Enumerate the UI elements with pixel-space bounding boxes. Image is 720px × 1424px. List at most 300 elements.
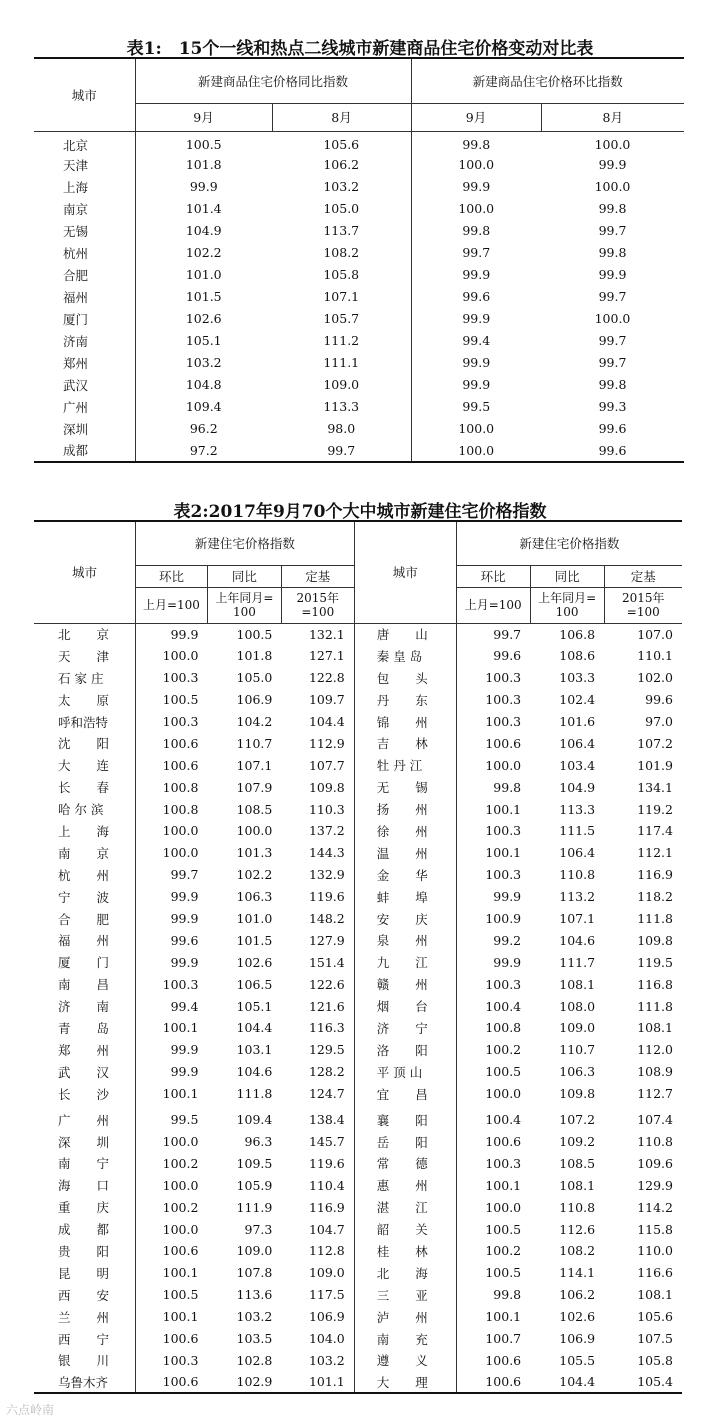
table2-value-cell: 105.0 [236,670,273,686]
table2-value-cell: 119.6 [281,886,354,908]
table2-city-cell: 兰州 [34,1306,136,1328]
table2-value-cell: 100.0 [162,845,199,861]
table2-value-cell: 102.4 [559,692,596,708]
table2-value-cell: 107.0 [637,626,673,642]
table2-city-cell: 桂林 [354,1240,456,1262]
table2-value-cell: 121.6 [281,995,354,1017]
table2-value-cell: 100.3 [485,867,522,883]
table1-value-cell: 99.6 [598,442,627,458]
table1-value-cell: 100.0 [458,201,495,216]
table1-value-cell: 99.8 [462,223,491,238]
table2-value-cell: 107.5 [637,1331,673,1347]
table1-value-cell: 111.2 [272,330,411,352]
table2-value-cell: 100.6 [162,735,199,751]
table2-value-cell: 106.8 [559,626,596,642]
table2-value-cell: 137.2 [281,820,354,842]
table2-base-header: 上年同月= 100 [207,587,281,623]
table1-row [34,176,684,198]
table2-value-cell: 112.7 [637,1086,673,1102]
table2-value-cell: 132.1 [281,623,354,645]
table2-value-cell: 109.8 [281,776,354,798]
table2-value-cell: 102.8 [236,1352,273,1368]
table1-value-cell: 99.7 [272,440,411,462]
table2-city-cell: 蚌埠 [354,886,456,908]
table1-city-cell: 合肥 [34,264,135,286]
table1-value-cell: 99.7 [598,223,627,238]
table2-value-cell: 104.0 [281,1328,354,1350]
table1-value-cell: 99.9 [189,179,218,194]
table2-city-cell: 大理 [354,1371,456,1393]
table2-value-cell: 112.0 [637,1042,673,1058]
table2-value-cell: 100.1 [162,1265,199,1281]
table2-row [34,645,682,667]
table1-value-cell: 99.3 [598,399,627,414]
table2-value-cell: 104.6 [236,1064,273,1080]
table2-value-cell: 124.7 [281,1083,354,1105]
table1-row [34,440,684,462]
table2-value-cell: 107.9 [236,779,273,795]
table2-base-header: 上年同月= 100 [530,587,604,623]
table2-city-cell: 厦门 [34,951,136,973]
table2-value-cell: 106.3 [236,889,273,905]
table2-value-cell: 110.8 [559,1199,596,1215]
table2-city-cell: 石家庄 [34,667,136,689]
table2-value-cell: 106.5 [236,976,273,992]
table2-value-cell: 100.2 [485,1042,522,1058]
table1-row [34,330,684,352]
table2-city-cell: 徐州 [354,820,456,842]
table2-index-header: 新建住宅价格指数 [456,521,682,565]
table2-value-cell: 116.3 [281,1017,354,1039]
table2-value-cell: 100.3 [485,823,522,839]
table1-value-cell: 100.0 [594,311,631,326]
table2-city-cell: 南昌 [34,973,136,995]
table2-city-header: 城市 [34,521,136,623]
table2-row [34,1284,682,1306]
table2-value-cell: 99.7 [170,867,199,883]
table1-value-cell: 100.0 [594,179,631,194]
table2-value-cell: 100.0 [485,1199,522,1215]
table2-value-cell: 100.5 [485,1064,522,1080]
table2-value-cell: 100.6 [485,1352,522,1368]
table2-value-cell: 100.4 [485,1112,522,1128]
table2-value-cell: 108.5 [236,801,273,817]
table2-value-cell: 108.9 [637,1064,673,1080]
table2-value-cell: 100.0 [485,1086,522,1102]
table2-row [34,820,682,842]
table2-value-cell: 100.0 [162,1134,199,1150]
table2-value-cell: 115.8 [637,1221,673,1237]
table2-value-cell: 100.2 [162,1199,199,1215]
table2-sub-header: 同比 [207,565,281,587]
table2-row [34,1218,682,1240]
table2-value-cell: 105.8 [637,1352,673,1368]
table2-row [34,1017,682,1039]
table2-value-cell: 100.0 [485,757,522,773]
table1-value-cell: 99.7 [598,289,627,304]
table2-value-cell: 100.1 [162,1020,199,1036]
table2-value-cell: 117.4 [637,823,673,839]
table2-city-cell: 北海 [354,1262,456,1284]
table1-value-cell: 99.9 [598,267,627,282]
table2-city-cell: 青岛 [34,1017,136,1039]
table2-value-cell: 104.9 [559,779,596,795]
table2-value-cell: 105.5 [559,1352,596,1368]
table2-value-cell: 108.1 [637,1287,673,1303]
table2-city-cell: 杭州 [34,864,136,886]
table2-row [34,1105,682,1131]
table2-value-cell: 100.1 [162,1086,199,1102]
table2-value-cell: 145.7 [281,1131,354,1153]
table2-value-cell: 104.7 [281,1218,354,1240]
table2-value-cell: 107.1 [559,911,596,927]
table2-row [34,1174,682,1196]
table2-value-cell: 100.6 [485,1374,522,1390]
table2-value-cell: 100.9 [485,911,522,927]
table1-row [34,352,684,374]
table1-row [34,374,684,396]
table2-city-cell: 赣州 [354,973,456,995]
table2-row [34,732,682,754]
table1-mom-header: 新建商品住宅价格环比指数 [411,58,684,103]
table2-value-cell: 138.4 [281,1105,354,1131]
table2-city-cell: 呼和浩特 [34,711,136,733]
table2-value-cell: 100.0 [162,823,199,839]
table1-city-cell: 广州 [34,396,135,418]
table2-sub-header: 同比 [530,565,604,587]
table2-city-cell: 哈尔滨 [34,798,136,820]
table2-value-cell: 109.0 [281,1262,354,1284]
table2-value-cell: 100.7 [485,1331,522,1347]
table1-value-cell: 111.1 [272,352,411,374]
table2-value-cell: 100.0 [162,1177,199,1193]
table1-value-cell: 99.4 [462,333,491,348]
table2-value-cell: 110.0 [637,1243,673,1259]
table2-value-cell: 101.1 [281,1371,354,1393]
table2-value-cell: 99.6 [170,932,199,948]
table2-value-cell: 128.2 [281,1061,354,1083]
table1-value-cell: 101.8 [185,157,222,172]
table2-value-cell: 110.4 [281,1174,354,1196]
table2-value-cell: 100.6 [162,1243,199,1259]
table2-city-cell: 南京 [34,842,136,864]
table2-title: 表2:2017年9月70个大中城市新建住宅价格指数 [173,502,547,522]
table2-value-cell: 100.6 [485,735,522,751]
table1-city-cell: 无锡 [34,220,135,242]
table2-row [34,864,682,886]
table2-row [34,711,682,733]
table2-value-cell: 106.3 [559,1064,596,1080]
table2-value-cell: 122.6 [281,973,354,995]
table2-value-cell: 96.3 [244,1134,273,1150]
table2-city-cell: 昆明 [34,1262,136,1284]
table2-value-cell: 112.6 [559,1221,596,1237]
table2-value-cell: 102.6 [236,954,273,970]
table2-value-cell: 100.1 [485,801,522,817]
table1-row [34,418,684,440]
table2-value-cell: 100.5 [236,626,273,642]
table2-city-cell: 惠州 [354,1174,456,1196]
table2-value-cell: 107.7 [281,754,354,776]
table2-sub-header: 环比 [136,565,208,587]
table2-city-cell: 福州 [34,929,136,951]
table2-row [34,1371,682,1393]
table2-value-cell: 99.9 [170,626,199,642]
table2-value-cell: 112.1 [637,845,673,861]
table1-city-cell: 南京 [34,198,135,220]
table1-row [34,242,684,264]
table2-value-cell: 107.4 [637,1112,673,1128]
table2-value-cell: 100.3 [485,976,522,992]
table1-value-cell: 98.0 [272,418,411,440]
table1-city-cell: 郑州 [34,352,135,374]
table2-value-cell: 129.5 [281,1039,354,1061]
table2-value-cell: 108.5 [559,1155,596,1171]
table2-city-cell: 沈阳 [34,732,136,754]
table1-row [34,264,684,286]
table2-city-cell: 合肥 [34,908,136,930]
table2-value-cell: 103.5 [236,1331,273,1347]
table1-value-cell: 99.9 [598,157,627,172]
table1-month-header: 8月 [272,103,411,131]
table1-value-cell: 99.8 [598,201,627,216]
table2-city-cell: 重庆 [34,1196,136,1218]
table2-city-cell: 锦州 [354,711,456,733]
table2-city-cell: 泸州 [354,1306,456,1328]
table2-city-cell: 乌鲁木齐 [34,1371,136,1393]
table1-yoy-header: 新建商品住宅价格同比指数 [135,58,411,103]
table2-value-cell: 100.8 [162,801,199,817]
table2-value-cell: 151.4 [281,951,354,973]
table2-value-cell: 108.1 [559,976,596,992]
table2-value-cell: 129.9 [637,1177,673,1193]
table1-city-cell: 杭州 [34,242,135,264]
table2-value-cell: 116.8 [637,976,673,992]
table2-value-cell: 103.1 [236,1042,273,1058]
watermark: 六点岭南 [6,1403,55,1417]
table1-value-cell: 96.2 [189,421,218,436]
table2-value-cell: 99.9 [170,911,199,927]
table2-value-cell: 111.9 [236,1199,273,1215]
table2-city-cell: 襄阳 [354,1105,456,1131]
table1-value-cell: 100.0 [458,157,495,172]
table2-value-cell: 109.2 [559,1134,596,1150]
table2-city-cell: 南宁 [34,1152,136,1174]
table2-row [34,1039,682,1061]
table2-value-cell: 99.9 [170,889,199,905]
table2-row [34,1061,682,1083]
table2-city-cell: 海口 [34,1174,136,1196]
table2-value-cell: 104.4 [236,1020,273,1036]
table2-city-cell: 岳阳 [354,1131,456,1153]
table2-city-cell: 西宁 [34,1328,136,1350]
table2-value-cell: 110.7 [559,1042,596,1058]
table2-value-cell: 109.6 [637,1155,673,1171]
table2-city-cell: 牡丹江 [354,754,456,776]
table1-row [34,220,684,242]
table2-value-cell: 103.4 [559,757,596,773]
table2-city-cell: 唐山 [354,623,456,645]
table2-value-cell: 111.8 [637,911,673,927]
table2-value-cell: 100.6 [162,1331,199,1347]
table2-value-cell: 103.2 [236,1309,273,1325]
table2-value-cell: 127.9 [281,929,354,951]
table2-value-cell: 110.7 [236,735,273,751]
table1-city-cell: 上海 [34,176,135,198]
table2-sub-header: 定基 [281,565,354,587]
table1-city-cell: 深圳 [34,418,135,440]
table1-row [34,308,684,330]
table2-city-cell: 深圳 [34,1131,136,1153]
table2-value-cell: 111.8 [236,1086,273,1102]
table1-value-cell: 101.4 [185,201,222,216]
table2-row [34,973,682,995]
table2-city-cell: 上海 [34,820,136,842]
table2-value-cell: 109.8 [559,1086,596,1102]
table1-value-cell: 97.2 [189,442,218,458]
table2-value-cell: 97.0 [645,714,673,729]
table2-value-cell: 110.3 [281,798,354,820]
table1-value-cell: 113.7 [272,220,411,242]
table2-value-cell: 100.6 [485,1134,522,1150]
table2-value-cell: 114.1 [559,1265,596,1281]
table2-value-cell: 132.9 [281,864,354,886]
table2-value-cell: 110.1 [637,648,673,664]
table2-city-cell: 丹东 [354,689,456,711]
table2-value-cell: 107.2 [637,735,673,751]
table1-value-cell: 99.9 [462,355,491,370]
table1-value-cell: 99.8 [598,245,627,260]
table2-value-cell: 102.6 [559,1309,596,1325]
table2-value-cell: 106.9 [281,1306,354,1328]
table1-value-cell: 108.2 [272,242,411,264]
table2-city-cell: 烟台 [354,995,456,1017]
table2-value-cell: 100.6 [162,757,199,773]
table2-value-cell: 99.4 [170,998,199,1014]
table2-city-cell: 扬州 [354,798,456,820]
table1-value-cell: 104.9 [185,223,222,238]
table2-value-cell: 105.1 [236,998,273,1014]
table2-value-cell: 117.5 [281,1284,354,1306]
table2-value-cell: 110.8 [559,867,596,883]
table1-row [34,396,684,418]
table1-city-cell: 福州 [34,286,135,308]
table2-value-cell: 107.1 [236,757,273,773]
table2-value-cell: 99.9 [170,1042,199,1058]
table2-row [34,667,682,689]
table1-city-cell: 北京 [34,131,135,154]
table2-value-cell: 99.6 [645,692,673,708]
table2-value-cell: 100.5 [162,1287,199,1303]
table1-value-cell: 99.6 [462,289,491,304]
table2-value-cell: 102.0 [637,670,673,686]
table2-row [34,995,682,1017]
table2-row [34,886,682,908]
table2-city-cell: 郑州 [34,1039,136,1061]
table2-value-cell: 118.2 [637,889,673,905]
table2-value-cell: 110.8 [637,1134,673,1150]
table2-value-cell: 100.0 [162,648,199,664]
table2-value-cell: 106.4 [559,845,596,861]
table2-value-cell: 100.3 [485,1155,522,1171]
table1-value-cell: 107.1 [272,286,411,308]
table2-value-cell: 108.0 [559,998,596,1014]
table1-value-cell: 101.5 [185,289,222,304]
table1-value-cell: 99.9 [462,267,491,282]
table2-sub-header: 定基 [604,565,682,587]
table2-value-cell: 113.2 [559,889,596,905]
table1-title: 表1: 15个一线和热点二线城市新建商品住宅价格变动对比表 [126,39,594,59]
table2-value-cell: 101.0 [236,911,273,927]
table1-row [34,198,684,220]
table1-value-cell: 100.0 [458,442,495,458]
table2-city-cell: 济南 [34,995,136,1017]
table1-value-cell: 113.3 [272,396,411,418]
table2-value-cell: 106.2 [559,1287,596,1303]
table2-row [34,754,682,776]
table2-row [34,798,682,820]
table1-month-header: 8月 [541,103,684,131]
table1-row [34,131,684,154]
table2-value-cell: 100.0 [236,823,273,839]
table2-value-cell: 111.7 [559,954,596,970]
table2-value-cell: 108.2 [559,1243,596,1259]
table2-city-cell: 平顶山 [354,1061,456,1083]
table2-value-cell: 105.6 [637,1309,673,1325]
table1-city-cell: 济南 [34,330,135,352]
table2-value-cell: 100.1 [162,1309,199,1325]
table2-value-cell: 101.3 [236,845,273,861]
table2-value-cell: 99.9 [170,954,199,970]
table2-value-cell: 106.4 [559,735,596,751]
table2-value-cell: 134.1 [637,779,673,795]
table2-value-cell: 99.5 [170,1112,199,1128]
table2-value-cell: 100.8 [485,1020,522,1036]
table2-value-cell: 101.8 [236,648,273,664]
table2-base-header: 上月=100 [456,587,530,623]
table1-value-cell: 105.0 [272,198,411,220]
table2-value-cell: 100.8 [162,779,199,795]
table2-value-cell: 97.3 [244,1221,273,1237]
table2-city-cell: 湛江 [354,1196,456,1218]
table2-value-cell: 100.5 [162,692,199,708]
table2-value-cell: 100.5 [485,1221,522,1237]
table2-value-cell: 112.9 [281,732,354,754]
table2-city-cell: 北京 [34,623,136,645]
table2-city-cell: 温州 [354,842,456,864]
table2-value-cell: 100.6 [162,1374,199,1390]
table2-city-cell: 济宁 [354,1017,456,1039]
table1-city-cell: 天津 [34,154,135,176]
table1-value-cell: 99.8 [462,137,491,152]
table1-value-cell: 105.6 [272,131,411,154]
table2-value-cell: 99.9 [493,889,522,905]
table2 [34,520,682,1394]
table2-row [34,1083,682,1105]
table1-value-cell: 99.7 [462,245,491,260]
table2-value-cell: 100.1 [485,845,522,861]
table2-value-cell: 99.8 [493,779,522,795]
table2-value-cell: 109.5 [236,1155,273,1171]
table2-city-cell: 韶关 [354,1218,456,1240]
table2-city-cell: 武汉 [34,1061,136,1083]
table2-value-cell: 100.3 [485,714,522,729]
table2-row [34,1196,682,1218]
table2-value-cell: 114.2 [637,1199,673,1215]
table2-value-cell: 108.1 [559,1177,596,1193]
table2-value-cell: 111.5 [559,823,596,839]
table2-value-cell: 105.9 [236,1177,273,1193]
